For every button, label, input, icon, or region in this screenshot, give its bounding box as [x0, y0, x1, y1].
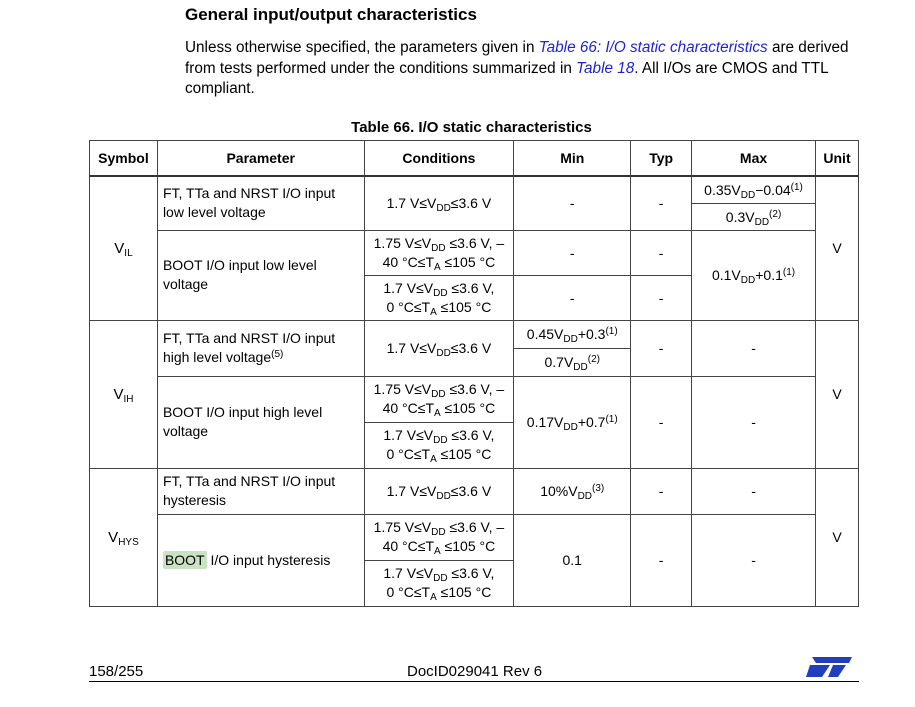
- intro-text: . All I/Os are CMOS and TTL compliant.: [185, 59, 829, 97]
- symbol-cell: $V_{IL}$: [90, 176, 158, 320]
- conditions-cell: 1.7 $V\le V_{DD}\le 3.6$ V: [364, 176, 514, 230]
- parameter-cell: FT, TTa and NRST I/O input hysteresis: [157, 468, 364, 514]
- typ-cell: -: [631, 514, 692, 606]
- table-row: [90, 230, 859, 275]
- parameter-cell: BOOT I/O input hysteresis: [157, 514, 364, 606]
- parameter-cell: FT, TTa and NRST I/O input high level voltage$^{(5)}$: [157, 320, 364, 376]
- table-header-row: [90, 141, 859, 177]
- intro-text: Unless otherwise specified, the parameters given in: [185, 39, 539, 56]
- typ-cell: -: [631, 468, 692, 514]
- header-parameter: Parameter: [157, 141, 364, 177]
- typ-cell: -: [631, 176, 692, 230]
- table-row: [90, 514, 859, 560]
- header-typ: Typ: [631, 141, 692, 177]
- unit-cell: V: [816, 468, 859, 606]
- symbol-cell: $V_{HYS}$: [90, 468, 158, 606]
- conditions-cell: 1.7 $V\le V_{DD}\le 3.6$ V: [364, 320, 514, 376]
- document-id: DocID029041 Rev 6: [407, 663, 543, 680]
- io-static-characteristics-table: [89, 140, 859, 607]
- table-row: [90, 376, 859, 422]
- conditions-cell: 1.7 $V\le V_{DD} \le 3.6$ V, 0 $^\circ C\le T_A \le 105$ °C: [364, 275, 514, 320]
- conditions-cell: 1.7 $V\le V_{DD} \le 3.6$ V, 0 $^\circ C\le T_A \le 105$ °C: [364, 422, 514, 468]
- typ-cell: -: [631, 230, 692, 275]
- conditions-cell: 1.75 $V\le V_{DD} \le 3.6$ V, – 40 $^\circ C\le T_A \le 105$ °C: [364, 376, 514, 422]
- page-number: 158/255: [89, 663, 144, 680]
- parameter-cell: BOOT I/O input low level voltage: [157, 230, 364, 320]
- conditions-cell: 1.75 $V\le V_{DD} \le 3.6$ V, – 40 $^\circ C\le T_A \le 105$ °C: [364, 230, 514, 275]
- max-cell: -: [692, 376, 816, 468]
- max-cell: -: [692, 514, 816, 606]
- intro-paragraph: [185, 38, 865, 100]
- conditions-cell: 1.7 $V\le V_{DD}\le 3.6$ V: [364, 468, 514, 514]
- max-cell: $0.3V_{DD}^{(2)}$: [692, 203, 816, 230]
- max-cell: $0.35V_{DD}-0.04^{(1)}$: [692, 176, 816, 203]
- min-cell: -: [514, 176, 631, 230]
- parameter-cell: BOOT I/O input high level voltage: [157, 376, 364, 468]
- parameter-cell: FT, TTa and NRST I/O input low level voltage: [157, 176, 364, 230]
- conditions-cell: 1.75 $V\le V_{DD} \le 3.6$ V, – 40 $^\circ C\le T_A \le 105$ °C: [364, 514, 514, 560]
- max-cell: -: [692, 468, 816, 514]
- min-cell: $0.17V_{DD}+0.7^{(1)}$: [514, 376, 631, 468]
- header-conditions: Conditions: [364, 141, 514, 177]
- min-cell: -: [514, 230, 631, 275]
- header-symbol: Symbol: [90, 141, 158, 177]
- header-min: Min: [514, 141, 631, 177]
- table-row: [90, 320, 859, 348]
- intro-text: are derived from tests performed under the conditions summarized in: [185, 39, 849, 77]
- conditions-cell: 1.7 $V\le V_{DD} \le 3.6$ V, 0 $^\circ C\le T_A \le 105$ °C: [364, 560, 514, 606]
- table-66-link[interactable]: Table 66: I/O static characteristics: [538, 39, 768, 56]
- min-cell: $10\%V_{DD}^{(3)}$: [514, 468, 631, 514]
- unit-cell: V: [816, 176, 859, 320]
- max-cell: -: [692, 320, 816, 376]
- st-logo-icon: [806, 655, 854, 684]
- unit-cell: V: [816, 320, 859, 468]
- section-heading: General input/output characteristics: [185, 5, 477, 24]
- footer-divider: [89, 681, 859, 682]
- table-18-link[interactable]: Table 18: [576, 59, 635, 77]
- table-caption: Table 66. I/O static characteristics: [351, 119, 592, 136]
- min-cell: $0.7V_{DD}^{(2)}$: [514, 348, 631, 376]
- min-cell: -: [514, 275, 631, 320]
- max-cell: $0.1V_{DD}+0.1^{(1)}$: [692, 230, 816, 320]
- highlighted-text: BOOT: [164, 551, 205, 568]
- min-cell: 0.1: [514, 514, 631, 606]
- symbol-cell: $V_{IH}$: [90, 320, 158, 468]
- header-max: Max: [692, 141, 816, 177]
- header-unit: Unit: [816, 141, 859, 177]
- typ-cell: -: [631, 376, 692, 468]
- table-row: [90, 468, 859, 514]
- typ-cell: -: [631, 275, 692, 320]
- table-row: [90, 176, 859, 203]
- min-cell: $0.45V_{DD}+0.3^{(1)}$: [514, 320, 631, 348]
- typ-cell: -: [631, 320, 692, 376]
